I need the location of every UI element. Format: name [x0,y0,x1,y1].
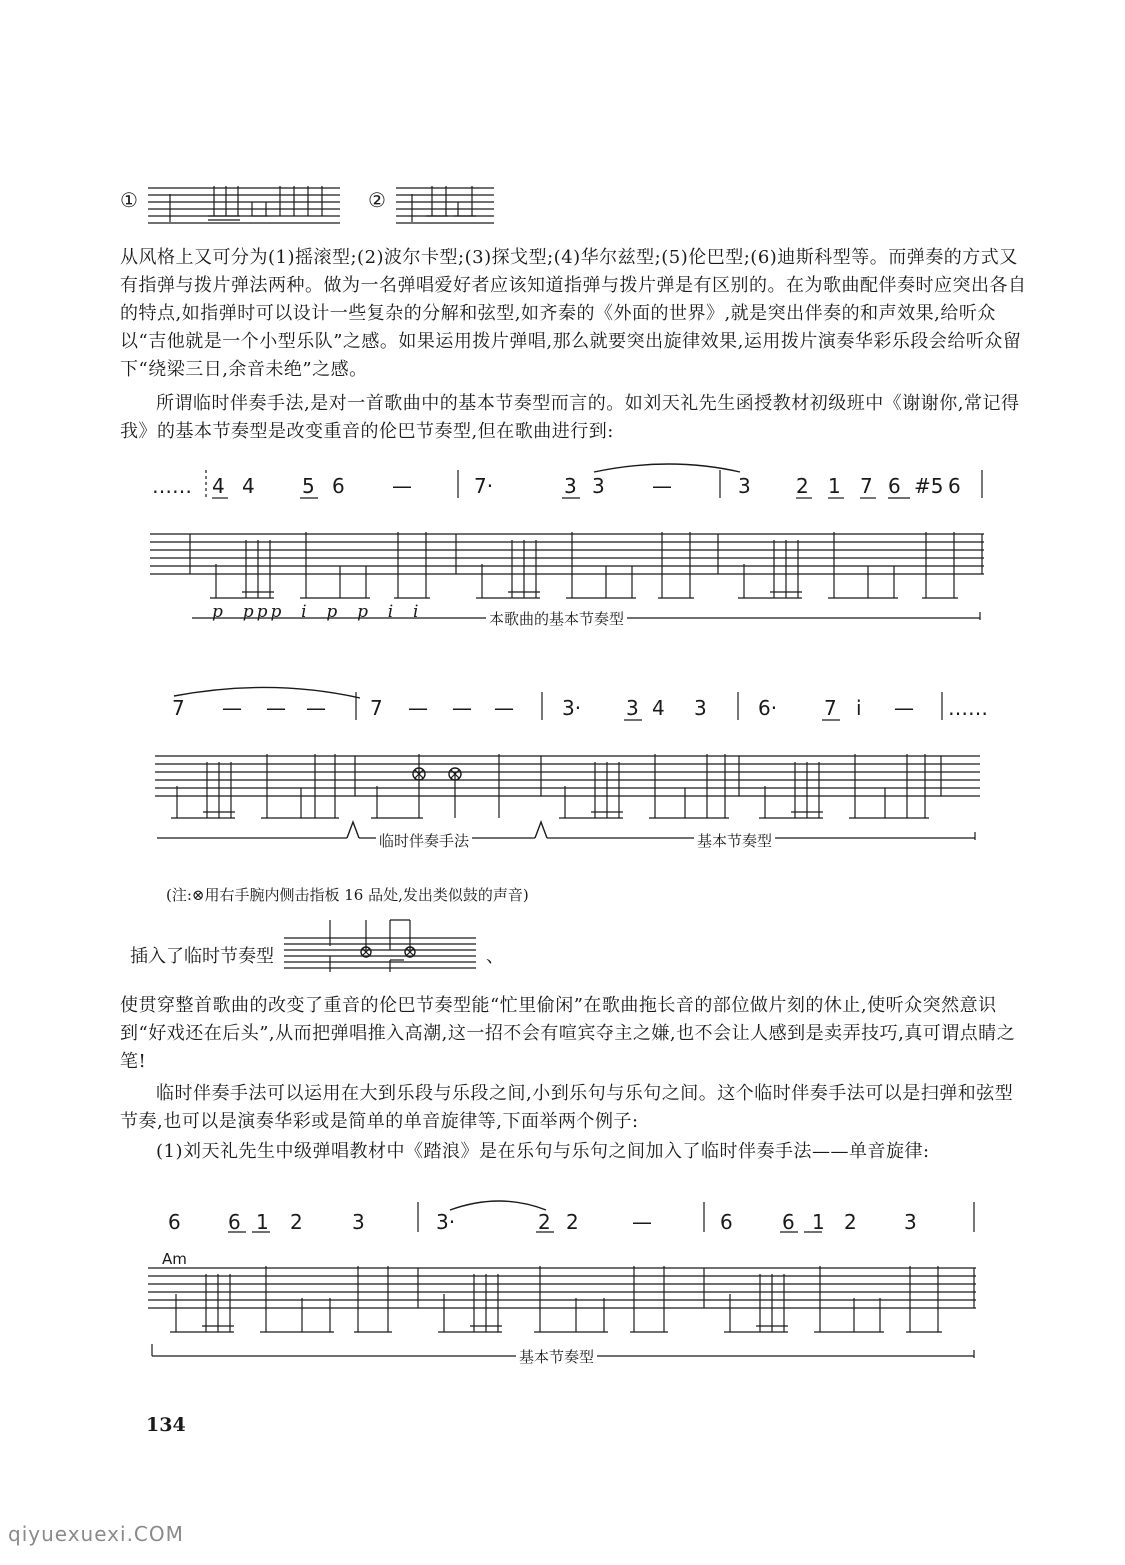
score1-bar1-n3: 5 [302,474,315,498]
score3-bar3-n2: 6 [782,1210,795,1234]
score3-bar1-n3: 1 [256,1210,269,1234]
score1-bar3-n4: 7 [860,474,873,498]
score1-bar3-n3: 1 [828,474,841,498]
score2-bar4-n2: 7 [824,696,837,720]
score2-bar1-n2: — [222,696,242,720]
score3-bar2-n2: 2 [538,1210,551,1234]
score3-bracket-label: 基本节奏型 [516,1346,597,1367]
score1-bar3-n1: 3 [738,474,751,498]
score1-bar3-n2: 2 [796,474,809,498]
score2-bar2-n2: — [408,696,428,720]
paragraph-usage-text: 临时伴奏手法可以运用在大到乐段与乐段之间,小到乐句与乐句之间。这个临时伴奏手法可以是扫弹和弦型节奏,也可以是演奏华彩或是简单的单音旋律等,下面举两个例子: [120,1083,1014,1132]
insert-rhythm-staff [284,916,480,976]
score2-bar1-n3: — [266,696,286,720]
score2-bar1-n4: — [306,696,326,720]
score3-guitar-staff [148,1264,984,1336]
score1-bar2-n4: — [652,474,672,498]
score3-bar3-n4: 2 [844,1210,857,1234]
score1-bar3-n7: 6 [948,474,961,498]
score2-bar2-n1: 7 [370,696,383,720]
score2-bar3-n1: 3· [562,696,582,720]
score2-label-temporary: 临时伴奏手法 [376,830,472,851]
score1-bar1-n2: 4 [242,474,255,498]
paragraph-styles-text: 从风格上又可分为(1)摇滚型;(2)波尔卡型;(3)探戈型;(4)华尔兹型;(5)伦巴型;(6)迪斯科型等。而弹奏的方式又有指弹与拨片弹法两种。做为一名弹唱爱好者应该知道指弹与拨片弹是有区别的。在为歌曲配伴奏时应突出各自的特点,如指弹时可以设计一些复杂的分解和弦型,如齐秦的《外面的世界》,就是突出伴奏的和声效果,给听众以“吉他就是一个小型乐队”之感。如果运用拨片弹唱,那么就要突出旋律效果,运用拨片演奏华彩乐段会给听众留下“绕梁三日,余音未绝”之感。 [120,247,1027,380]
score1-bar3-n5: 6 [888,474,901,498]
score2-bar3-n3: 4 [652,696,665,720]
score2-bar4-n3: i [856,696,862,720]
score3-bar2-n4: — [632,1210,652,1234]
score1-bar3-n6: #5 [914,474,944,498]
page-number: 134 [146,1414,186,1436]
score3-bar1-n5: 3 [352,1210,365,1234]
watermark: qiyuexuexi.COM [8,1522,184,1546]
example-2-staff [396,182,498,226]
paragraph-effect-text: 使贯穿整首歌曲的改变了重音的伦巴节奏型能“忙里偷闲”在歌曲拖长音的部位做片刻的休止,使听众突然意识到“好戏还在后头”,从而把弹唱推入高潮,这一招不会有喧宾夺主之嫌,也不会让人感到是卖弄技巧,真可谓点睛之笔! [120,995,1016,1072]
insert-tail: 、 [486,946,504,967]
score1-bar2-n3: 3 [592,474,605,498]
score3-chord: Am [162,1250,187,1268]
score2-label-basic: 基本节奏型 [694,830,775,851]
example-1-staff [148,182,343,226]
score2-trailing: …… [948,696,988,720]
score1-leading: …… [152,474,192,498]
score3-bar2-n3: 2 [566,1210,579,1234]
score2-bar3-n4: 3 [694,696,707,720]
paragraph-temporary-accompaniment [120,390,1030,446]
score1-bar2-n1: 7· [474,474,494,498]
score2-bar2-n4: — [494,696,514,720]
footnote-muted-strike: (注:⊗用右手腕内侧击指板 16 品处,发出类似鼓的声音) [166,886,529,904]
example-2-label: ② [368,188,386,212]
score1-bar1-n5: — [392,474,412,498]
score3-bar3-n5: 3 [904,1210,917,1234]
paragraph-usage [120,1080,1030,1136]
score1-bar2-n2: 3 [564,474,577,498]
score2-guitar-staff [155,748,985,820]
paragraph-example-text: (1)刘天礼先生中级弹唱教材中《踏浪》是在乐句与乐句之间加入了临时伴奏手法——单音旋律: [156,1141,930,1162]
score2-bar4-n1: 6· [758,696,778,720]
score2-bar4-n4: — [894,696,914,720]
score1-bracket-label: 本歌曲的基本节奏型 [486,608,627,629]
score3-bar1-n2: 6 [228,1210,241,1234]
score3-bar2-n1: 3· [436,1210,456,1234]
paragraph-styles [120,244,1030,384]
paragraph-effect [120,992,1030,1076]
score1-fingering: p ppp i p p i i [212,602,422,622]
paragraph-example [120,1138,1030,1166]
score2-bracket [155,820,985,844]
score1-bar1-n1: 4 [212,474,225,498]
score3-bar1-n1: 6 [168,1210,181,1234]
example-1-label: ① [120,188,138,212]
score3-bar3-n1: 6 [720,1210,733,1234]
score1-bar1-n4: 6 [332,474,345,498]
score3-bar3-n3: 1 [812,1210,825,1234]
score2-bar2-n3: — [452,696,472,720]
score2-bar1-n1: 7 [172,696,185,720]
score3-bar1-n4: 2 [290,1210,303,1234]
insert-label: 插入了临时节奏型 [130,946,274,967]
paragraph-temporary-text: 所谓临时伴奏手法,是对一首歌曲中的基本节奏型而言的。如刘天礼先生函授教材初级班中《谢谢你,常记得我》的基本节奏型是改变重音的伦巴节奏型,但在歌曲进行到: [120,393,1020,442]
score1-guitar-staff [150,526,990,606]
score2-bar3-n2: 3 [626,696,639,720]
